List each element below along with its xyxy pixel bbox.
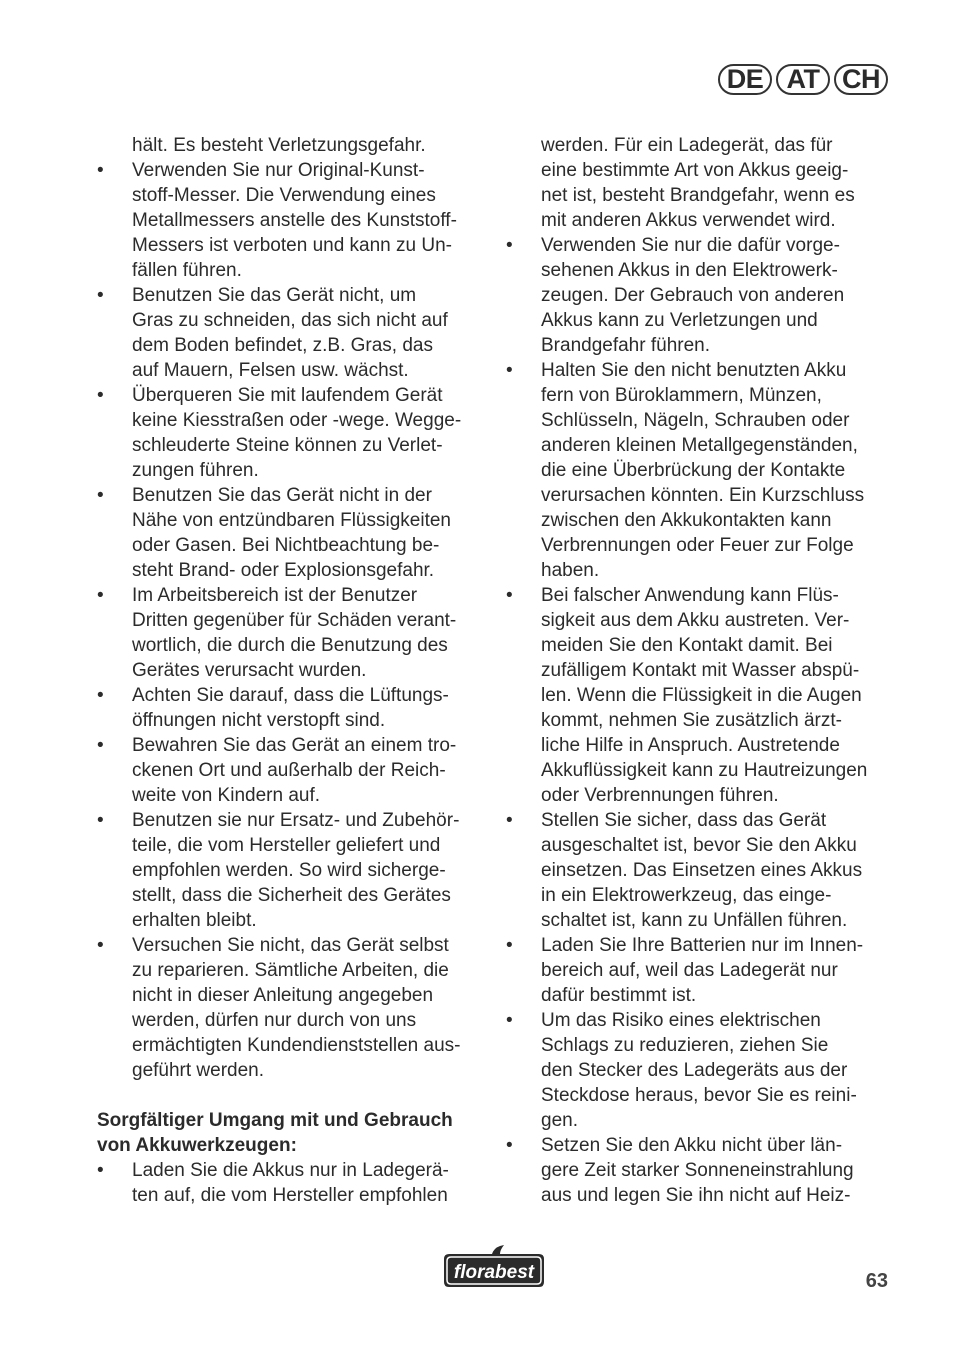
text-line: oder Verbrennungen führen. bbox=[541, 785, 779, 806]
text-line: werden. Für ein Ladegerät, das für bbox=[541, 135, 833, 156]
bullet-icon: • bbox=[506, 935, 513, 956]
bullet-item-line bbox=[506, 233, 894, 258]
text-line: net ist, besteht Brandgefahr, wenn es bbox=[541, 185, 855, 206]
bullet-item-line bbox=[97, 808, 484, 833]
bullet-item-line bbox=[506, 583, 894, 608]
text-line: fällen führen. bbox=[132, 260, 242, 281]
bullet-text: Versuchen Sie nicht, das Gerät selbst bbox=[132, 935, 449, 956]
text-line: Gerätes verursacht wurden. bbox=[132, 660, 367, 681]
bullet-icon: • bbox=[97, 1160, 104, 1181]
bullet-text: Verwenden Sie nur die dafür vorge- bbox=[541, 235, 840, 256]
bullet-text: Bei falscher Anwendung kann Flüs- bbox=[541, 585, 839, 606]
bullet-icon: • bbox=[97, 585, 104, 606]
bullet-item-line bbox=[97, 483, 484, 508]
text-line: ermächtigten Kundendienststellen aus- bbox=[132, 1035, 461, 1056]
bullet-text: Bewahren Sie das Gerät an einem tro- bbox=[132, 735, 457, 756]
bullet-icon: • bbox=[97, 810, 104, 831]
text-line: steht Brand- oder Explosionsgefahr. bbox=[132, 560, 435, 581]
text-line: in ein Elektrowerkzeug, das einge- bbox=[541, 885, 832, 906]
bullet-icon: • bbox=[97, 685, 104, 706]
text-line: liche Hilfe in Anspruch. Austretende bbox=[541, 735, 840, 756]
country-badge-de: DE bbox=[718, 64, 772, 95]
text-line: Nähe von entzündbaren Flüssigkeiten bbox=[132, 510, 451, 531]
text-line: Messers ist verboten und kann zu Un- bbox=[132, 235, 452, 256]
text-line: dafür bestimmt ist. bbox=[541, 985, 697, 1006]
text-line: sigkeit aus dem Akku austreten. Ver- bbox=[541, 610, 850, 631]
bullet-item-line bbox=[97, 583, 484, 608]
bullet-icon: • bbox=[506, 1135, 513, 1156]
text-line: ckenen Ort und außerhalb der Reich- bbox=[132, 760, 446, 781]
blank-line bbox=[97, 1083, 484, 1108]
florabest-logo bbox=[438, 1244, 550, 1290]
text-line: fern von Büroklammern, Münzen, bbox=[541, 385, 822, 406]
section-heading: von Akkuwerkzeugen: bbox=[97, 1135, 297, 1156]
bullet-item-line bbox=[97, 158, 484, 183]
text-line: Gras zu schneiden, das sich nicht auf bbox=[132, 310, 448, 331]
page-number: 63 bbox=[865, 1270, 888, 1292]
text-line: schleuderte Steine können zu Verlet- bbox=[132, 435, 443, 456]
bullet-item-line bbox=[506, 1133, 894, 1158]
bullet-text: Um das Risiko eines elektrischen bbox=[541, 1010, 821, 1031]
text-line: teile, die vom Hersteller geliefert und bbox=[132, 835, 441, 856]
text-line: Akkus kann zu Verletzungen und bbox=[541, 310, 818, 331]
bullet-item-line bbox=[506, 1008, 894, 1033]
text-line: stellt, dass die Sicherheit des Gerätes bbox=[132, 885, 451, 906]
bullet-icon: • bbox=[97, 285, 104, 306]
bullet-item-line bbox=[97, 383, 484, 408]
text-line: geführt werden. bbox=[132, 1060, 265, 1081]
bullet-icon: • bbox=[506, 235, 513, 256]
bullet-item-line bbox=[97, 283, 484, 308]
bullet-text: Achten Sie darauf, dass die Lüftungs- bbox=[132, 685, 449, 706]
text-line: zwischen den Akkukontakten kann bbox=[541, 510, 832, 531]
bullet-item-line bbox=[97, 1158, 484, 1183]
text-line: öffnungen nicht verstopft sind. bbox=[132, 710, 386, 731]
text-line: Schlags zu reduzieren, ziehen Sie bbox=[541, 1035, 829, 1056]
bullet-icon: • bbox=[97, 485, 104, 506]
bullet-text: Verwenden Sie nur Original-Kunst- bbox=[132, 160, 425, 181]
text-line: len. Wenn die Flüssigkeit in die Augen bbox=[541, 685, 862, 706]
text-line: aus und legen Sie ihn nicht auf Heiz- bbox=[541, 1185, 851, 1206]
text-line: hält. Es besteht Verletzungsgefahr. bbox=[132, 135, 426, 156]
text-line: einsetzen. Das Einsetzen eines Akkus bbox=[541, 860, 863, 881]
text-line: verursachen könnten. Ein Kurzschluss bbox=[541, 485, 865, 506]
bullet-text: Stellen Sie sicher, dass das Gerät bbox=[541, 810, 827, 831]
text-line: anderen kleinen Metallgegenständen, bbox=[541, 435, 858, 456]
text-line: eine bestimmte Art von Akkus geeig- bbox=[541, 160, 849, 181]
bullet-item-line bbox=[97, 933, 484, 958]
text-line: meiden Sie den Kontakt damit. Bei bbox=[541, 635, 833, 656]
bullet-icon: • bbox=[506, 1010, 513, 1031]
text-line: Dritten gegenüber für Schäden verant- bbox=[132, 610, 457, 631]
bullet-text: Benutzen Sie das Gerät nicht in der bbox=[132, 485, 432, 506]
bullet-text: Setzen Sie den Akku nicht über län- bbox=[541, 1135, 843, 1156]
bullet-item-line bbox=[506, 933, 894, 958]
text-line: Verbrennungen oder Feuer zur Folge bbox=[541, 535, 854, 556]
right-text-column bbox=[506, 133, 894, 1208]
text-line: Akkuflüssigkeit kann zu Hautreizungen bbox=[541, 760, 868, 781]
text-line: weite von Kindern auf. bbox=[132, 785, 321, 806]
text-line: den Stecker des Ladegeräts aus der bbox=[541, 1060, 848, 1081]
country-badge-ch: CH bbox=[834, 64, 888, 95]
text-line: gere Zeit starker Sonneneinstrahlung bbox=[541, 1160, 854, 1181]
text-line: gen. bbox=[541, 1110, 578, 1131]
bullet-icon: • bbox=[97, 935, 104, 956]
text-line: nicht in dieser Anleitung angegeben bbox=[132, 985, 434, 1006]
text-line: werden, dürfen nur durch von uns bbox=[132, 1010, 417, 1031]
text-line: ten auf, die vom Hersteller empfohlen bbox=[132, 1185, 448, 1206]
bullet-item-line bbox=[506, 358, 894, 383]
text-line: zu reparieren. Sämtliche Arbeiten, die bbox=[132, 960, 449, 981]
bullet-item-line bbox=[97, 733, 484, 758]
bullet-item-line bbox=[506, 808, 894, 833]
text-line: schaltet ist, kann zu Unfällen führen. bbox=[541, 910, 848, 931]
bullet-text: Halten Sie den nicht benutzten Akku bbox=[541, 360, 847, 381]
bullet-text: Überqueren Sie mit laufendem Gerät bbox=[132, 385, 443, 406]
text-line: oder Gasen. Bei Nichtbeachtung be- bbox=[132, 535, 440, 556]
bullet-text: Laden Sie die Akkus nur in Ladegerä- bbox=[132, 1160, 449, 1181]
bullet-icon: • bbox=[506, 810, 513, 831]
text-line: die eine Überbrückung der Kontakte bbox=[541, 460, 846, 481]
section-heading: Sorgfältiger Umgang mit und Gebrauch bbox=[97, 1110, 453, 1131]
bullet-text: Laden Sie Ihre Batterien nur im Innen- bbox=[541, 935, 864, 956]
text-line: haben. bbox=[541, 560, 600, 581]
bullet-text: Benutzen Sie das Gerät nicht, um bbox=[132, 285, 417, 306]
text-line: empfohlen werden. So wird sicherge- bbox=[132, 860, 446, 881]
text-line: Metallmessers anstelle des Kunststoff- bbox=[132, 210, 457, 231]
text-line: zufälligem Kontakt mit Wasser abspü- bbox=[541, 660, 860, 681]
text-line: Brandgefahr führen. bbox=[541, 335, 711, 356]
country-badge-at: AT bbox=[776, 64, 830, 95]
text-line: zeugen. Der Gebrauch von anderen bbox=[541, 285, 845, 306]
left-text-column bbox=[97, 133, 484, 1208]
bullet-icon: • bbox=[97, 735, 104, 756]
bullet-item-line bbox=[97, 683, 484, 708]
text-line: wortlich, die durch die Benutzung des bbox=[132, 635, 448, 656]
text-line: Schlüsseln, Nägeln, Schrauben oder bbox=[541, 410, 850, 431]
text-line: dem Boden befindet, z.B. Gras, das bbox=[132, 335, 434, 356]
bullet-icon: • bbox=[506, 360, 513, 381]
text-line: erhalten bleibt. bbox=[132, 910, 257, 931]
text-line: stoff-Messer. Die Verwendung eines bbox=[132, 185, 436, 206]
text-line: auf Mauern, Felsen usw. wächst. bbox=[132, 360, 409, 381]
text-line: bereich auf, weil das Ladegerät nur bbox=[541, 960, 838, 981]
bullet-icon: • bbox=[97, 385, 104, 406]
logo-text: florabest bbox=[453, 1262, 535, 1283]
bullet-text: Im Arbeitsbereich ist der Benutzer bbox=[132, 585, 418, 606]
text-line: mit anderen Akkus verwendet wird. bbox=[541, 210, 836, 231]
text-line: Steckdose heraus, bevor Sie es reini- bbox=[541, 1085, 857, 1106]
bullet-text: Benutzen sie nur Ersatz- und Zubehör- bbox=[132, 810, 460, 831]
text-line: kommt, nehmen Sie zusätzlich ärzt- bbox=[541, 710, 842, 731]
country-badges bbox=[718, 64, 888, 95]
text-line: keine Kiesstraßen oder -wege. Wegge- bbox=[132, 410, 462, 431]
text-line: ausgeschaltet ist, bevor Sie den Akku bbox=[541, 835, 857, 856]
bullet-icon: • bbox=[97, 160, 104, 181]
text-line: zungen führen. bbox=[132, 460, 259, 481]
bullet-icon: • bbox=[506, 585, 513, 606]
text-line: sehenen Akkus in den Elektrowerk- bbox=[541, 260, 838, 281]
